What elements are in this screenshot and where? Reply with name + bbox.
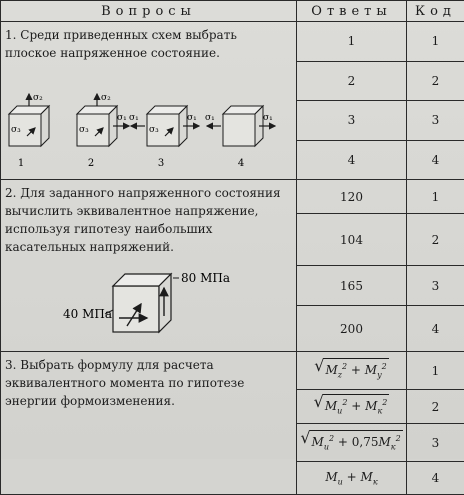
question-3-text: 3. Выбрать формулу для расчета эквивалентного момента по гипотезе энергии формоизменения.	[1, 352, 296, 410]
q3-answer-1[interactable]	[297, 352, 407, 390]
q1-answer-2[interactable]: 2	[297, 61, 407, 101]
q2-code-3: 3	[407, 266, 464, 306]
q1-answer-3[interactable]: 3	[297, 101, 407, 141]
scheme-3	[129, 106, 199, 146]
q1-answer-1[interactable]: 1	[297, 22, 407, 62]
scheme-4	[205, 106, 275, 146]
q1-code-2: 2	[407, 61, 464, 101]
question-2-cell	[1, 180, 297, 352]
scheme-number-4: 4	[238, 158, 244, 169]
scheme-2-sigma1: σ₁	[117, 113, 127, 123]
scheme-4-sigma1-right: σ₁	[263, 113, 273, 123]
scheme-4-sigma1-left: σ₁	[205, 113, 215, 123]
header-answers: Ответы	[297, 1, 407, 22]
stress-state-figure	[1, 256, 293, 348]
header-questions: Вопросы	[1, 1, 297, 22]
scheme-1-sigma2: σ₂	[33, 93, 43, 103]
q1-code-1: 1	[407, 22, 464, 62]
q2-answer-1[interactable]: 120	[297, 180, 407, 214]
formula-2: √ $M_и^2 + M_к^2$	[314, 394, 390, 418]
question-1-cell	[1, 22, 297, 180]
q2-code-1: 1	[407, 180, 464, 214]
scheme-number-2: 2	[88, 158, 94, 169]
header-code: Код	[407, 1, 464, 22]
q2-answer-4[interactable]: 200	[297, 306, 407, 352]
scheme-2-sigma2: σ₂	[101, 93, 111, 103]
formula-1: √ $M_z^2 + M_y^2$	[314, 358, 388, 382]
q2-answer-2[interactable]: 104	[297, 214, 407, 266]
q3-code-3: 3	[407, 424, 464, 462]
scheme-2-sigma3: σ₃	[79, 125, 89, 135]
scheme-3-sigma1-right: σ₁	[187, 113, 197, 123]
scheme-3-sigma3: σ₃	[149, 125, 159, 135]
scheme-number-3: 3	[158, 158, 164, 169]
q3-answer-3[interactable]	[297, 424, 407, 462]
scheme-2	[77, 93, 129, 146]
q3-answer-4[interactable]	[297, 462, 407, 495]
stress-label-80: 80 МПа	[181, 271, 230, 285]
question-1-text: 1. Среди приведенных схем выбрать плоское напряженное состояние.	[1, 22, 296, 62]
scheme-3-sigma1-left: σ₁	[129, 113, 139, 123]
q1-code-4: 4	[407, 140, 464, 180]
scheme-number-1: 1	[18, 158, 24, 169]
q1-code-3: 3	[407, 101, 464, 141]
header-row	[1, 1, 464, 22]
q3-code-2: 2	[407, 390, 464, 424]
question-2-text: 2. Для заданного напряженного состояния вычислить эквивалентное напряжение, используя гипотезу наибольших касательных напряжений.	[1, 180, 296, 256]
formula-3: √ $M_и^2 + 0,75M_к^2$	[300, 430, 402, 454]
q2-code-2: 2	[407, 214, 464, 266]
q2-code-4: 4	[407, 306, 464, 352]
scheme-1-sigma3: σ₃	[11, 125, 21, 135]
q2-answer-3[interactable]: 165	[297, 266, 407, 306]
q1-answer-4[interactable]: 4	[297, 140, 407, 180]
stress-schemes-figure	[1, 64, 293, 179]
question-3-cell	[1, 352, 297, 495]
scheme-1	[9, 93, 49, 146]
stress-cube	[105, 274, 179, 332]
q3-code-4: 4	[407, 462, 464, 495]
stress-label-40: 40 МПа	[63, 307, 112, 321]
q3-answer-2[interactable]	[297, 390, 407, 424]
formula-4: $M_и + M_к$	[325, 470, 377, 484]
q3-code-1: 1	[407, 352, 464, 390]
